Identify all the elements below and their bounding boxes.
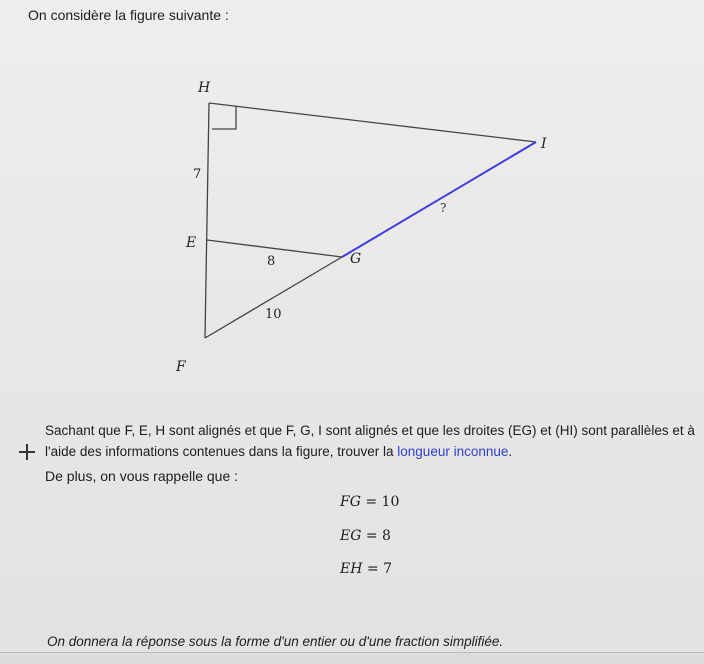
length-label-GF: 10 xyxy=(265,307,282,322)
equation-EH: EH = 7 xyxy=(340,561,392,577)
equation-EG: EG = 8 xyxy=(340,528,391,544)
segment-FG xyxy=(205,257,342,338)
length-label-GI: ? xyxy=(440,201,447,215)
segment-HF xyxy=(205,103,209,338)
answer-format-note: On donnera la réponse sous la forme d'un entier ou d'une fraction simplifiée. xyxy=(47,634,504,649)
length-label-EG: 8 xyxy=(267,254,276,269)
answer-input-area[interactable] xyxy=(0,652,704,664)
point-label-F: F xyxy=(176,359,186,375)
segment-GI xyxy=(342,142,536,257)
point-label-E: E xyxy=(186,235,197,251)
plus-icon[interactable] xyxy=(18,443,36,461)
statement-part2: . xyxy=(508,444,513,459)
segment-HI xyxy=(209,103,536,142)
point-label-H: H xyxy=(198,80,211,96)
intro-text: On considère la figure suivante : xyxy=(28,7,229,23)
equation-FG: FG = 10 xyxy=(340,494,400,510)
point-label-I: I xyxy=(541,136,547,152)
right-angle-marker xyxy=(212,106,236,129)
point-label-G: G xyxy=(350,251,362,267)
problem-statement xyxy=(45,420,695,462)
recall-text: De plus, on vous rappelle que : xyxy=(45,468,239,484)
statement-part1: Sachant que F, E, H sont alignés et que F, G, I sont alignés et que les droites (EG) et (HI) sont parallèles et à l'aide des informations contenues dans la figure, trouver la xyxy=(45,423,695,459)
length-label-HE: 7 xyxy=(193,167,202,182)
statement-highlight: longueur inconnue xyxy=(397,444,509,459)
